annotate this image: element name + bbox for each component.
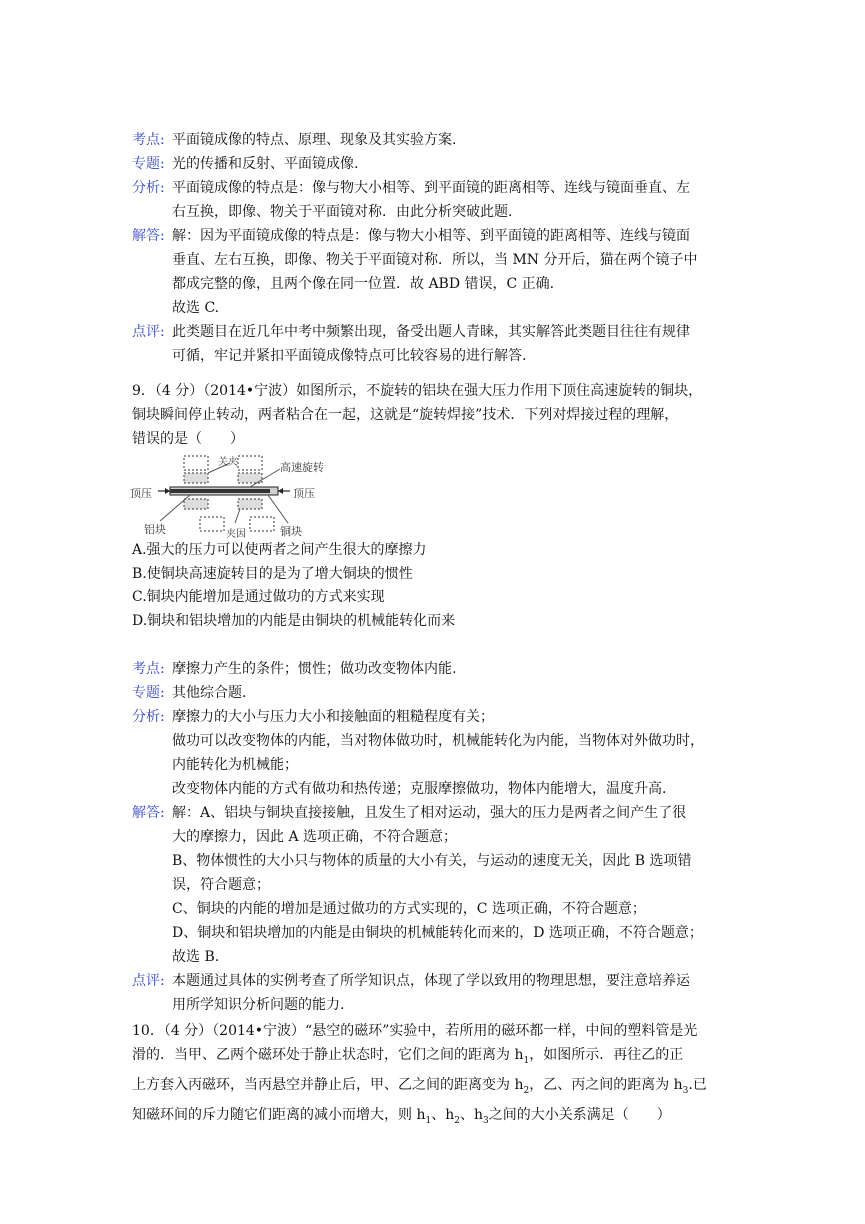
question-line: 上方套入丙磁环，当丙悬空并静止后，甲、乙之间的距离变为 $h_2$，乙、丙之间的距离为 $h_3$.已 — [132, 1076, 707, 1096]
fenxi-line: 平面镜成像的特点是：像与物大小相等、到平面镜的距离相等、连线与镜面垂直、左 — [172, 180, 690, 196]
zhuanti-row — [132, 681, 742, 705]
push-arrow-left-head — [165, 488, 170, 494]
jieda-line: 解：因为平面镜成像的特点是：像与物大小相等、到平面镜的距离相等、连线与镜面 — [172, 228, 690, 244]
dianping-line: 可循，牢记并紧扣平面镜成像特点可比较容易的进行解答. — [172, 348, 527, 364]
jieda-line: 大的摩擦力，因此 A 选项正确，不符合题意； — [172, 829, 458, 845]
fenxi-line: 右互换，即像、物关于平面镜对称．由此分析突破此题. — [172, 204, 513, 220]
push-arrow-right-head — [278, 488, 283, 494]
question-9-options — [132, 539, 455, 633]
jieda-line: 故选 B. — [172, 949, 220, 965]
label-jiaxian: 夹因 — [226, 529, 246, 539]
fenxi-label: 分析: — [132, 180, 165, 196]
rod-core — [170, 489, 270, 493]
jieda-line: B、物体惯性的大小只与物体的质量的大小有关，与运动的速度无关，因此 B 选项错 — [172, 853, 692, 869]
jieda-row — [132, 224, 742, 320]
fenxi-line: 做功可以改变物体的内能，当对物体做功时，机械能转化为内能，当物体对外做功时， — [172, 733, 704, 749]
zhuanti-text: 其他综合题. — [172, 685, 247, 701]
label-kaiguan: 关夹 — [218, 457, 238, 468]
jieda-label: 解答: — [132, 228, 165, 244]
leader-jiaxian — [235, 509, 240, 523]
question-line: 知磁环间的斥力随它们距离的减小而增大，则 $h_1$、$h_2$、$h_3$之间的大小关系满足（ ） — [132, 1106, 671, 1126]
option-a: A.强大的压力可以使两者之间产生很大的摩擦力 — [132, 542, 427, 558]
kaodian-text: 摩擦力产生的条件；惯性；做功改变物体内能. — [172, 661, 457, 677]
jieda-line: 都成完整的像，且两个像在同一位置．故 ABD 错误，C 正确. — [172, 276, 555, 292]
rotary-welding-figure — [130, 451, 340, 539]
bottom-clamp-left — [200, 517, 224, 531]
analysis-block-q9 — [132, 657, 742, 1017]
label-gaosu: 高速旋转 — [280, 461, 324, 474]
fenxi-label: 分析: — [132, 709, 165, 725]
zhuanti-label: 专题: — [132, 685, 165, 701]
fenxi-line: 摩擦力的大小与压力大小和接触面的粗糙程度有关； — [172, 709, 494, 725]
leader-tongkuai — [268, 495, 288, 523]
question-9-stem — [132, 379, 752, 451]
label-dingya-right: 顶压 — [293, 487, 315, 500]
jieda-line: 垂直、左右互换，即像、物关于平面镜对称．所以，当 MN 分开后，猫在两个镜子中 — [172, 252, 698, 268]
jieda-line: D、铜块和铝块增加的内能是由铜块的机械能转化而来的，D 选项正确，不符合题意； — [172, 925, 703, 941]
bottom-clamp-right — [250, 517, 274, 531]
zhuanti-row — [132, 152, 742, 176]
question-line: 9．（4 分）（2014•宁波）如图所示，不旋转的铝块在强大压力作用下顶住高速旋转的铜块， — [132, 383, 703, 399]
jieda-line: 故选 C. — [172, 300, 220, 316]
label-dingya-left: 顶压 — [130, 487, 152, 500]
question-line: 铜块瞬间停止转动，两者粘合在一起，这就是“旋转焊接”技术．下列对焊接过程的理解， — [132, 407, 679, 423]
question-line: 错误的是（ ） — [132, 431, 244, 447]
kaodian-label: 考点: — [132, 661, 165, 677]
dianping-line: 本题通过具体的实例考查了所学知识点，体现了学以致用的物理思想，要注意培养运 — [172, 973, 690, 989]
option-d: D.铜块和铝块增加的内能是由铜块的机械能转化而来 — [132, 612, 456, 629]
jieda-line: 误，符合题意； — [172, 877, 270, 893]
dianping-row — [132, 969, 742, 1017]
top-clamp-left — [184, 456, 208, 470]
label-tongkuai: 铜块 — [280, 525, 302, 538]
question-line: 10．（4 分）（2014•宁波）“悬空的磁环”实验中，若所用的磁环都一样，中间的塑料管是光 — [132, 1023, 698, 1039]
kaodian-row — [132, 657, 742, 681]
option-c: C.铜块内能增加是通过做功的方式来实现 — [132, 589, 385, 605]
question-line: 滑的．当甲、乙两个磁环处于静止状态时，它们之间的距离为 $h_1$，如图所示．再往乙的正 — [132, 1047, 684, 1066]
top-clamp-right — [238, 456, 262, 470]
fenxi-row — [132, 176, 742, 224]
question-10-stem — [132, 1019, 752, 1132]
zhuanti-text: 光的传播和反射、平面镜成像. — [172, 156, 359, 172]
dianping-label: 点评: — [132, 973, 165, 989]
option-b: B.使铜块高速旋转目的是为了增大铜块的惯性 — [132, 565, 413, 582]
jieda-row — [132, 801, 742, 969]
dianping-label: 点评: — [132, 324, 165, 340]
clamp-lower-left — [184, 499, 208, 509]
dianping-row — [132, 320, 742, 368]
fenxi-line: 内能转化为机械能； — [172, 757, 298, 773]
jieda-line: C、铜块的内能的增加是通过做功的方式实现的，C 选项正确，不符合题意； — [172, 901, 646, 917]
kaodian-text: 平面镜成像的特点、原理、现象及其实验方案. — [172, 132, 457, 148]
label-lvkuai: 铝块 — [144, 523, 166, 536]
jieda-label: 解答: — [132, 805, 165, 821]
dianping-line: 用所学知识分析问题的能力. — [172, 997, 345, 1013]
zhuanti-label: 专题: — [132, 156, 165, 172]
jieda-line: 解：A、铝块与铜块直接接触，且发生了相对运动，强大的压力是两者之间产生了很 — [172, 805, 687, 821]
analysis-block-q8 — [132, 128, 742, 368]
clamp-upper-left — [184, 473, 208, 483]
fenxi-line: 改变物体内能的方式有做功和热传递；克服摩擦做功，物体内能增大，温度升高. — [172, 781, 667, 797]
dianping-line: 此类题目在近几年中考中频繁出现，备受出题人青睐，其实解答此类题目往往有规律 — [172, 324, 690, 340]
fenxi-row — [132, 705, 742, 801]
kaodian-label: 考点: — [132, 132, 165, 148]
clamp-lower-right — [238, 499, 262, 509]
kaodian-row — [132, 128, 742, 152]
